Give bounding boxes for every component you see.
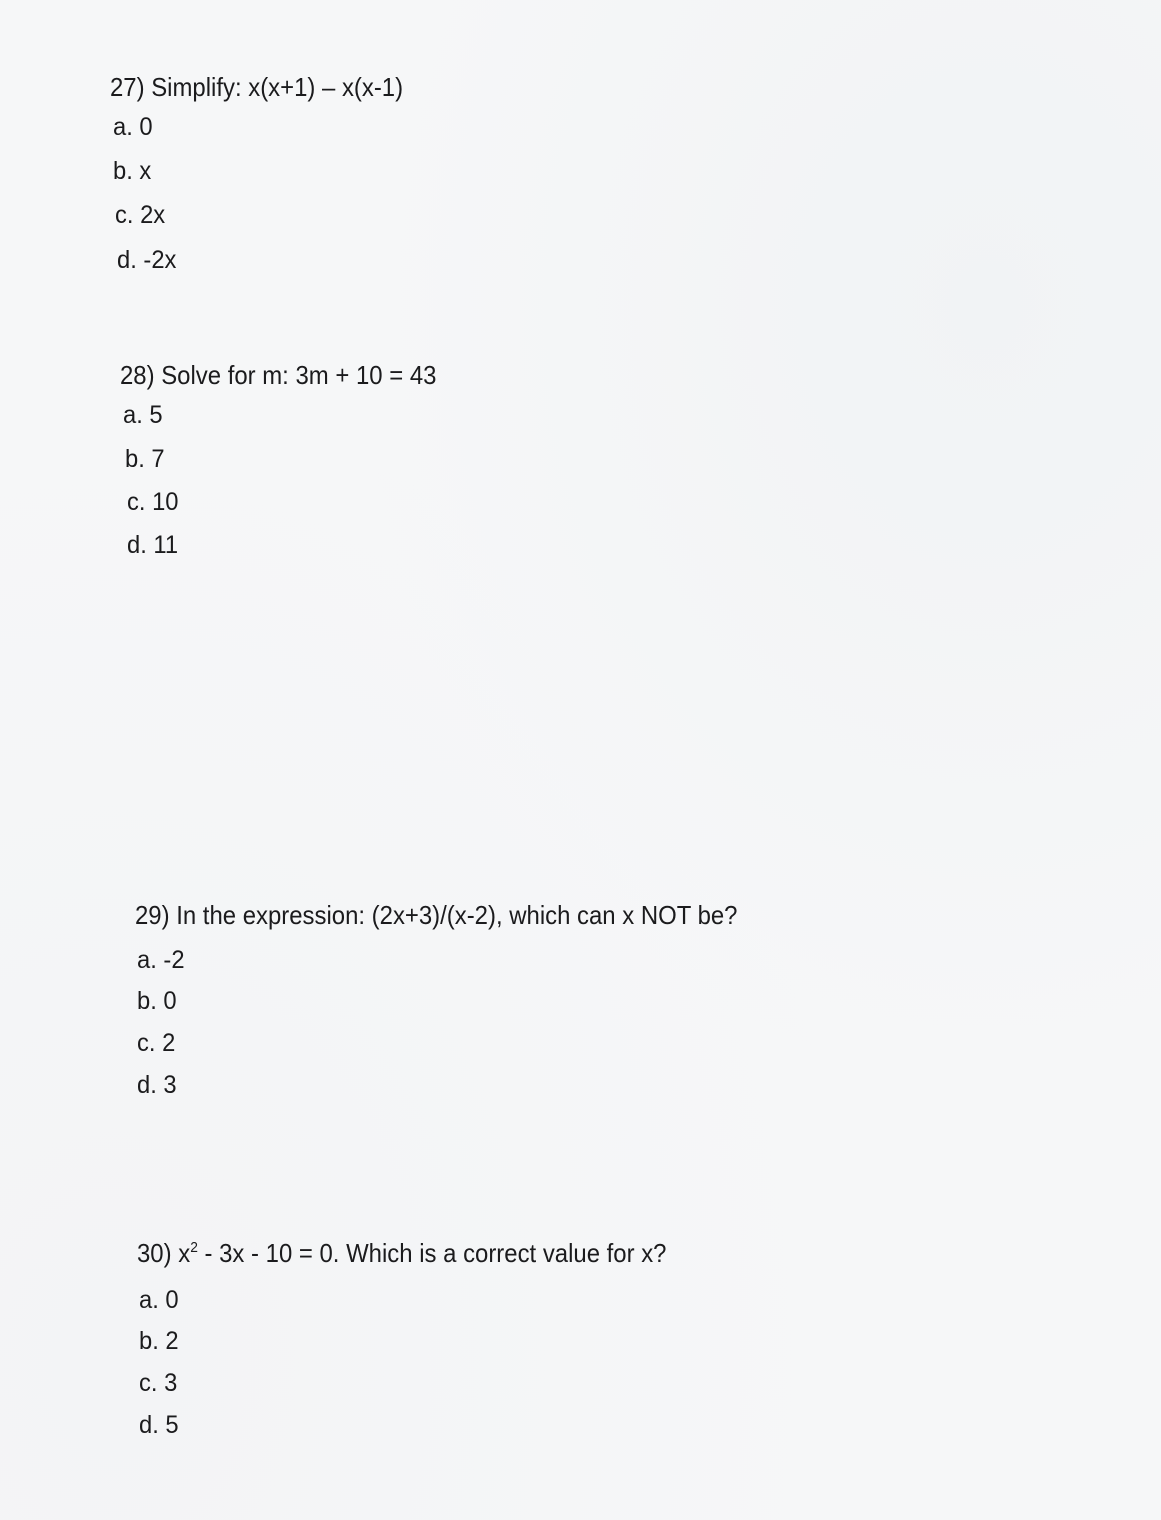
question-29-option-b: b. 0: [137, 987, 177, 1015]
question-28-option-b: b. 7: [125, 445, 165, 473]
question-28-text: 28) Solve for m: 3m + 10 = 43: [120, 360, 437, 390]
question-30-option-d: d. 5: [139, 1411, 179, 1439]
question-27: [110, 72, 429, 102]
question-30-option-a: a. 0: [139, 1286, 179, 1314]
question-28-option-c: c. 10: [127, 488, 179, 516]
question-29: [135, 900, 790, 930]
question-29-option-d: d. 3: [137, 1071, 177, 1099]
question-29-option-c: c. 2: [137, 1029, 176, 1057]
question-28-option-a: a. 5: [123, 401, 163, 429]
exponent: 2: [190, 1239, 198, 1256]
question-30: [137, 1238, 713, 1268]
question-27-option-c: c. 2x: [115, 201, 166, 229]
question-29-option-a: a. -2: [137, 946, 185, 974]
question-27-text: 27) Simplify: x(x+1) – x(x-1): [110, 72, 404, 102]
question-29-text: 29) In the expression: (2x+3)/(x-2), which can x NOT be?: [135, 900, 738, 930]
question-30-text: 30) $x^2 - 3x - 10 = 0$. Which is a correct value for x?: [137, 1238, 667, 1268]
question-30-option-b: b. 2: [139, 1327, 179, 1355]
question-28-option-d: d. 11: [127, 531, 179, 559]
question-30-option-c: c. 3: [139, 1369, 178, 1397]
question-28: [120, 360, 464, 390]
question-27-option-a: a. 0: [113, 113, 153, 141]
question-27-option-d: d. -2x: [117, 246, 177, 274]
question-27-option-b: b. x: [113, 157, 152, 185]
